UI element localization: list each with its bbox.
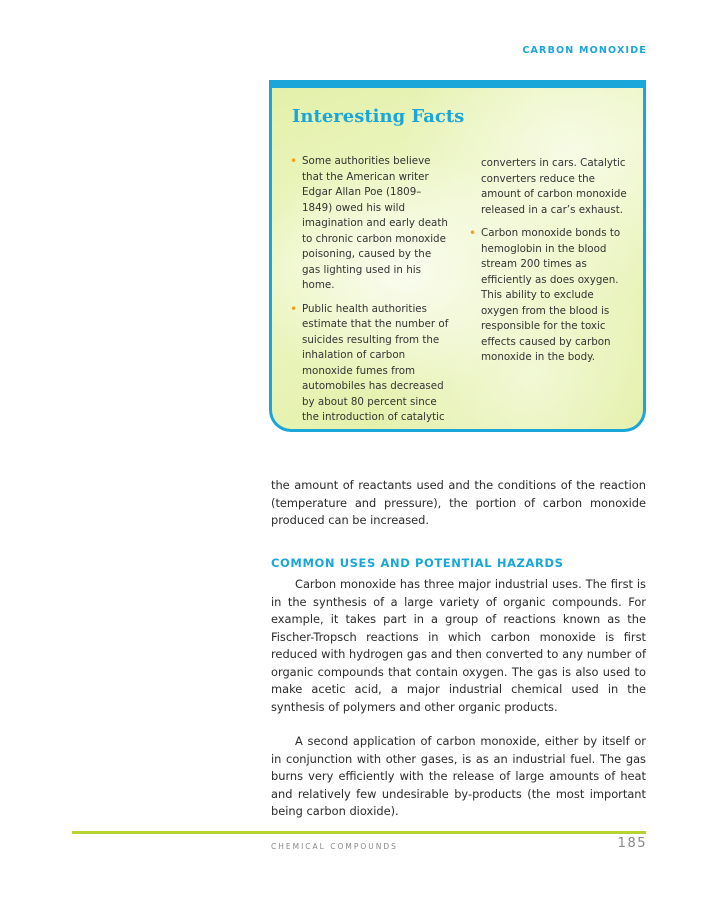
fact-continuation <box>467 156 629 218</box>
bullet-icon: • <box>290 301 298 316</box>
body-paragraph: the amount of reactants used and the conditions of the reaction (temperature and pressure), the portion of carbon monoxide produced can be increased. <box>271 478 646 527</box>
body-paragraph: A second application of carbon monoxide, either by itself or in conjunction with other gases, is as an industrial fuel. The gas burns very efficiently with the release of large amounts of heat and relatively few undesirable by-products (the most important being carbon dioxide). <box>271 734 646 818</box>
facts-left-column <box>288 154 450 434</box>
fact-text: Carbon monoxide bonds to hemoglobin in the blood stream 200 times as efficiently as does oxygen. This ability to exclude oxygen from the blood is responsible for the toxic effects caused by carbon monoxide in the body. <box>481 227 621 363</box>
fact-text: converters in cars. Catalytic converters reduce the amount of carbon monoxide released in a car’s exhaust. <box>481 157 627 216</box>
fact-text: Public health authorities estimate that the number of suicides resulting from the inhalation of carbon monoxide fumes from automobiles has decreased by about 80 percent since the introduction of catalytic <box>302 302 449 423</box>
fact-item <box>288 154 450 294</box>
footer-book-title: CHEMICAL COMPOUNDS <box>271 842 398 851</box>
fact-text: Some authorities believe that the American writer Edgar Allan Poe (1809–1849) owed his wild imagination and early death to chronic carbon monoxide poisoning, caused by the gas lighting used in his home. <box>302 155 448 291</box>
fact-item <box>288 302 450 426</box>
interesting-facts-box <box>269 80 646 432</box>
body-paragraph: Carbon monoxide has three major industrial uses. The first is in the synthesis of a large variety of organic compounds. For example, it takes part in a group of reactions known as the Fischer-Tropsch reactions in which carbon monoxide is first reduced with hydrogen gas and then converted to any number of organic compounds that contain oxygen. The gas is also used to make acetic acid, a major industrial chemical used in the synthesis of polymers and other organic products. <box>271 577 646 714</box>
facts-box-title: Interesting Facts <box>292 106 465 127</box>
facts-right-column <box>467 156 629 374</box>
section-heading: COMMON USES AND POTENTIAL HAZARDS <box>271 556 564 570</box>
footer-rule <box>72 831 646 834</box>
fact-item <box>467 226 629 366</box>
bullet-icon: • <box>290 154 298 168</box>
bullet-icon: • <box>469 226 477 240</box>
facts-box-top-bar <box>269 80 646 88</box>
running-head: CARBON MONOXIDE <box>522 45 647 56</box>
page-number: 185 <box>617 836 647 851</box>
